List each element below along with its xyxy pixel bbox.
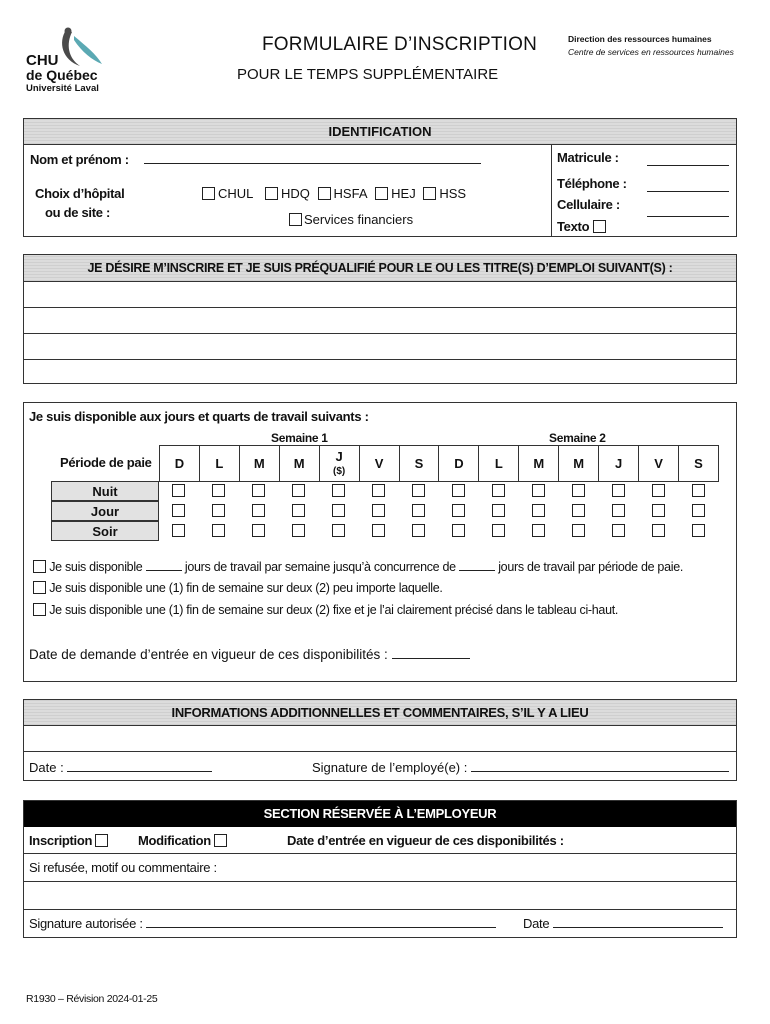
availability-checkbox[interactable] <box>572 504 585 517</box>
site-label-chul: CHUL <box>218 186 254 201</box>
authorized-date-field[interactable] <box>553 916 723 928</box>
week2-label: Semaine 2 <box>549 431 606 445</box>
cellulaire-label: Cellulaire : <box>557 197 620 212</box>
availability-checkbox[interactable] <box>212 484 225 497</box>
availability-grid <box>159 445 719 482</box>
modification-option: Modification <box>138 833 227 848</box>
availability-checkbox[interactable] <box>652 504 665 517</box>
matricule-label: Matricule : <box>557 150 619 165</box>
availability-checkbox[interactable] <box>452 524 465 537</box>
availability-checkbox[interactable] <box>372 524 385 537</box>
site-checkbox-hss[interactable] <box>423 187 436 200</box>
availability-checkbox[interactable] <box>652 524 665 537</box>
inscription-checkbox[interactable] <box>95 834 108 847</box>
job-title-line-2[interactable] <box>24 307 736 333</box>
availability-checkbox[interactable] <box>692 504 705 517</box>
availability-intro: Je suis disponible aux jours et quarts de travail suivants : <box>29 409 369 424</box>
cellulaire-field[interactable] <box>647 205 729 217</box>
texto-checkbox[interactable] <box>593 220 606 233</box>
site-checkboxes <box>202 186 466 201</box>
availability-checkbox[interactable] <box>492 504 505 517</box>
option-fixed-weekend: Je suis disponible une (1) fin de semaine sur deux (2) fixe et je l’ai clairement précisé dans le tableau ci-haut. <box>33 603 618 617</box>
matricule-field[interactable] <box>647 154 729 166</box>
availability-checkbox[interactable] <box>452 484 465 497</box>
availability-checkbox[interactable] <box>252 504 265 517</box>
pay-period-label: Période de paie <box>60 455 152 470</box>
day-header-thursday: J ($) <box>319 446 359 482</box>
identification-section <box>23 118 737 237</box>
hospital-label-2: ou de site : <box>45 205 111 220</box>
site-label-hdq: HDQ <box>281 186 310 201</box>
day-header: V <box>359 446 399 482</box>
logo-quebec: de Québec <box>26 67 98 83</box>
name-label: Nom et prénom : <box>30 152 129 167</box>
availability-checkbox[interactable] <box>412 484 425 497</box>
day-header: D <box>160 446 200 482</box>
employee-signature-field[interactable] <box>471 760 729 772</box>
availability-checkbox[interactable] <box>452 504 465 517</box>
site-checkbox-services-financiers[interactable] <box>289 213 302 226</box>
days-header-row <box>159 446 719 482</box>
logo <box>26 26 106 96</box>
availability-checkbox[interactable] <box>612 484 625 497</box>
availability-checkbox[interactable] <box>572 484 585 497</box>
availability-checkbox[interactable] <box>492 524 505 537</box>
comments-heading: INFORMATIONS ADDITIONNELLES ET COMMENTAIRES, S’IL Y A LIEU <box>24 700 736 726</box>
employee-signature: Signature de l’employé(e) : <box>312 760 729 775</box>
day-header: S <box>678 446 718 482</box>
chu-logo-icon <box>56 26 106 70</box>
employer-divider <box>24 909 736 910</box>
availability-section <box>23 402 737 682</box>
identification-heading: IDENTIFICATION <box>24 119 736 145</box>
comments-date: Date : <box>29 760 212 775</box>
day-header: L <box>199 446 239 482</box>
availability-checkbox[interactable] <box>332 484 345 497</box>
availability-checkbox[interactable] <box>252 484 265 497</box>
availability-checkbox[interactable] <box>172 504 185 517</box>
site-checkbox-chul[interactable] <box>202 187 215 200</box>
comments-field[interactable] <box>24 726 736 752</box>
availability-checkbox[interactable] <box>412 504 425 517</box>
site-label-hsfa: HSFA <box>333 186 368 201</box>
effective-date-request: Date de demande d’entrée en vigueur de ces disponibilités : <box>29 647 470 662</box>
employer-section <box>23 800 737 938</box>
site-checkbox-hej[interactable] <box>375 187 388 200</box>
logo-chu: CHU <box>26 52 59 69</box>
availability-checkbox[interactable] <box>532 504 545 517</box>
revision-note: R1930 – Révision 2024-01-25 <box>26 993 158 1005</box>
site-extra <box>289 212 413 227</box>
availability-checkbox[interactable] <box>292 504 305 517</box>
inscription-option: Inscription <box>29 833 108 848</box>
authorized-date: Date <box>523 916 723 931</box>
job-titles-heading: JE DÉSIRE M’INSCRIRE ET JE SUIS PRÉQUALIFIÉ POUR LE OU LES TITRE(S) D’EMPLOI SUIVANT(S) : <box>24 255 736 281</box>
telephone-field[interactable] <box>647 180 729 192</box>
job-title-line-4[interactable] <box>24 359 736 383</box>
logo-university: Université Laval <box>26 83 99 94</box>
form-title-line1: FORMULAIRE D’INSCRIPTION <box>262 34 538 55</box>
option-fixed-weekend-checkbox[interactable] <box>33 603 46 616</box>
availability-checkbox[interactable] <box>412 524 425 537</box>
refused-comment-field[interactable] <box>24 881 736 909</box>
availability-checkbox[interactable] <box>492 484 505 497</box>
availability-checkbox[interactable] <box>532 524 545 537</box>
availability-checkbox[interactable] <box>692 484 705 497</box>
option-any-weekend-checkbox[interactable] <box>33 581 46 594</box>
site-label-services-financiers: Services financiers <box>304 212 414 227</box>
employer-effective-date-label: Date d’entrée en vigueur de ces disponibilités : <box>287 833 564 848</box>
site-label-hss: HSS <box>439 186 467 201</box>
availability-checkbox[interactable] <box>532 484 545 497</box>
availability-checkbox[interactable] <box>212 524 225 537</box>
availability-checkbox[interactable] <box>692 524 705 537</box>
modification-checkbox[interactable] <box>214 834 227 847</box>
department-name: Direction des ressources humaines <box>568 34 712 44</box>
shift-label: Jour <box>51 501 159 521</box>
availability-checkbox[interactable] <box>252 524 265 537</box>
days-per-week-field[interactable] <box>146 559 182 571</box>
hospital-label: Choix d’hôpital <box>35 186 125 201</box>
site-label-hej: HEJ <box>391 186 416 201</box>
availability-checkbox[interactable] <box>332 504 345 517</box>
day-header: D <box>439 446 479 482</box>
availability-checkbox[interactable] <box>372 504 385 517</box>
effective-date-field[interactable] <box>392 647 470 659</box>
day-header: M <box>239 446 279 482</box>
texto-label: Texto <box>557 219 606 234</box>
day-header: V <box>639 446 679 482</box>
option-weekly-days: Je suis disponible jours de travail par semaine jusqu’à concurrence de jours de travail par période de paie. <box>33 559 683 574</box>
refused-label: Si refusée, motif ou commentaire : <box>29 860 217 875</box>
site-checkbox-hsfa[interactable] <box>318 187 331 200</box>
availability-checkbox[interactable] <box>292 524 305 537</box>
availability-checkbox[interactable] <box>612 524 625 537</box>
day-header: L <box>479 446 519 482</box>
availability-checkbox[interactable] <box>372 484 385 497</box>
shift-label: Soir <box>51 521 159 541</box>
name-field[interactable] <box>144 152 481 164</box>
identification-divider <box>551 145 552 237</box>
availability-checkbox[interactable] <box>292 484 305 497</box>
employer-divider <box>24 853 736 854</box>
day-header: M <box>279 446 319 482</box>
comments-section <box>23 699 737 781</box>
form-title-line2: POUR LE TEMPS SUPPLÉMENTAIRE <box>237 66 499 83</box>
job-title-line-1[interactable] <box>24 281 736 307</box>
authorized-signature: Signature autorisée : <box>29 916 496 931</box>
availability-checkbox[interactable] <box>572 524 585 537</box>
availability-checkbox[interactable] <box>612 504 625 517</box>
week1-label: Semaine 1 <box>271 431 328 445</box>
day-header: M <box>519 446 559 482</box>
availability-checkbox[interactable] <box>212 504 225 517</box>
site-checkbox-hdq[interactable] <box>265 187 278 200</box>
department-subtitle: Centre de services en ressources humaines <box>568 47 734 57</box>
shift-label: Nuit <box>51 481 159 501</box>
comments-date-field[interactable] <box>67 760 212 772</box>
availability-checkbox[interactable] <box>172 484 185 497</box>
authorized-signature-field[interactable] <box>146 916 496 928</box>
days-per-period-field[interactable] <box>459 559 495 571</box>
day-header: M <box>559 446 599 482</box>
telephone-label: Téléphone : <box>557 176 627 191</box>
day-header: S <box>399 446 439 482</box>
availability-checkbox[interactable] <box>332 524 345 537</box>
job-title-line-3[interactable] <box>24 333 736 359</box>
day-header: J <box>599 446 639 482</box>
option-any-weekend: Je suis disponible une (1) fin de semaine sur deux (2) peu importe laquelle. <box>33 581 443 595</box>
option-weekly-days-checkbox[interactable] <box>33 560 46 573</box>
availability-checkbox[interactable] <box>172 524 185 537</box>
availability-checkbox[interactable] <box>652 484 665 497</box>
employer-heading: SECTION RÉSERVÉE À L’EMPLOYEUR <box>24 801 736 827</box>
job-titles-section <box>23 254 737 384</box>
